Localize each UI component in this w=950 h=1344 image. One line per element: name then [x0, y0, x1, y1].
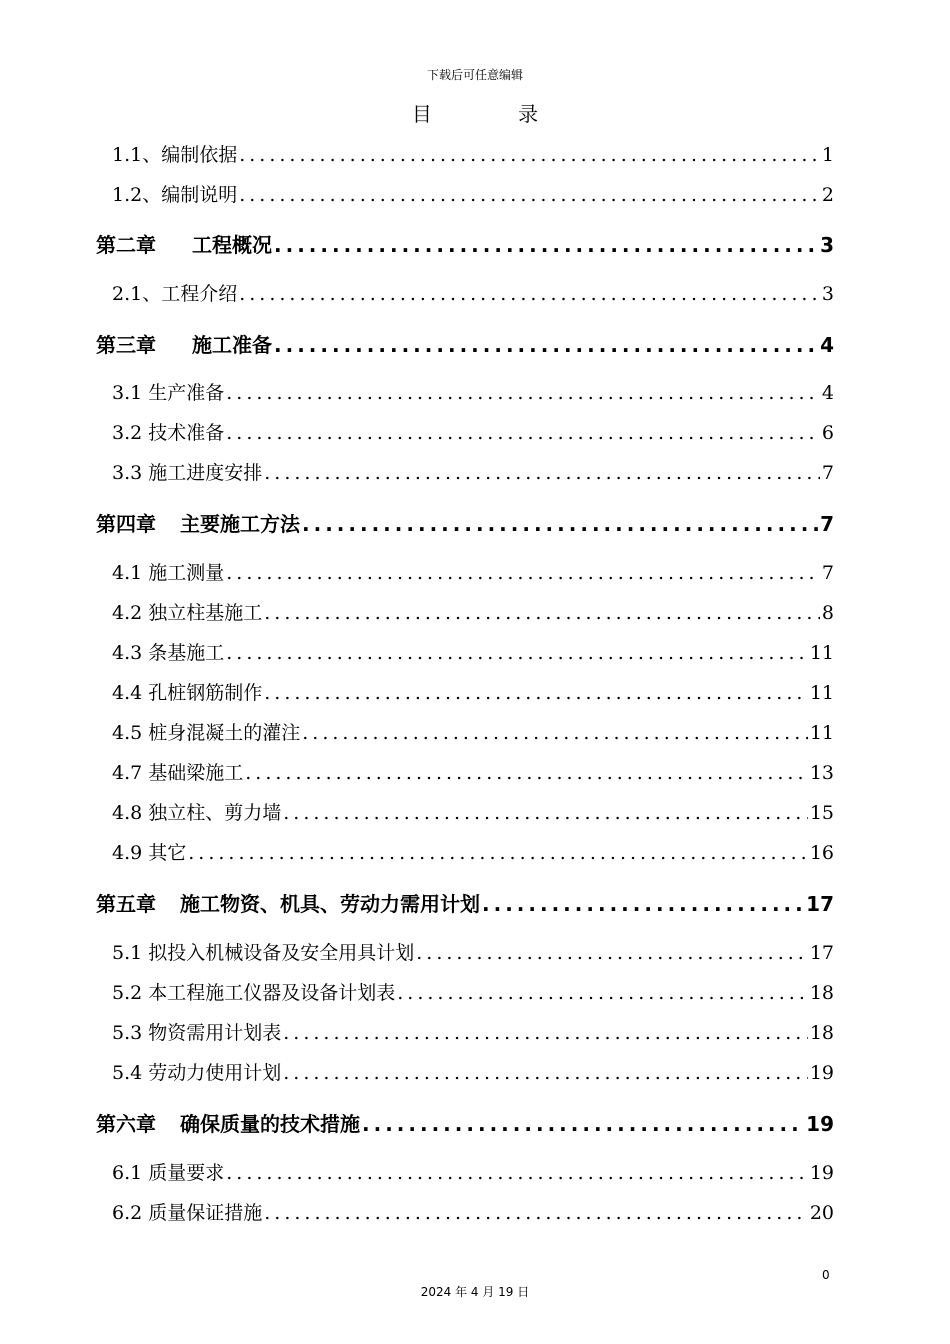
toc-entry[interactable]: [112, 1018, 834, 1045]
toc-chapter-label: [96, 329, 272, 358]
chapter-number: 第四章: [96, 512, 156, 536]
toc-entry[interactable]: [112, 978, 834, 1005]
dot-leader: [283, 1022, 808, 1044]
dot-leader: [264, 682, 808, 704]
toc-entry[interactable]: [112, 838, 834, 865]
toc-chapter-label: [96, 229, 272, 258]
dot-leader: [188, 842, 808, 864]
toc-entry-page: 11: [809, 682, 834, 704]
toc-entry[interactable]: [112, 638, 834, 665]
toc-entry-label: 4.2 独立柱基施工: [112, 602, 263, 624]
toc-entry[interactable]: [112, 378, 834, 405]
toc-entry-label: 2.1、工程介绍: [112, 283, 238, 305]
toc-entry-page: 15: [809, 802, 834, 824]
chapter-title: 施工物资、机具、劳动力需用计划: [180, 892, 480, 916]
toc-entry[interactable]: [112, 180, 834, 207]
chapter-number: 第三章: [96, 333, 156, 357]
toc-entry-label: 6.1 质量要求: [112, 1162, 225, 1184]
toc-entry[interactable]: [112, 1198, 834, 1225]
toc-chapter-page: 19: [806, 1112, 834, 1136]
toc-chapter-page: 7: [820, 512, 834, 536]
toc-entry[interactable]: [112, 279, 834, 306]
toc-entry-label: 3.1 生产准备: [112, 382, 225, 404]
toc-entry-label: 3.2 技术准备: [112, 422, 225, 444]
toc-entry-label: 4.7 基础梁施工: [112, 762, 244, 784]
dot-leader: [239, 184, 820, 206]
dot-leader: [274, 333, 818, 357]
header-note: 下载后可任意编辑: [426, 68, 523, 82]
dot-leader: [283, 1062, 808, 1084]
toc-entry-page: 11: [809, 722, 834, 744]
toc-entry-page: 7: [821, 562, 834, 584]
chapter-number: 第六章: [96, 1112, 156, 1136]
dot-leader: [239, 144, 820, 166]
toc-entry-page: 16: [809, 842, 834, 864]
toc-entry-page: 18: [809, 1022, 834, 1044]
toc-entry-page: 8: [821, 602, 834, 624]
toc-entry[interactable]: [112, 718, 834, 745]
toc-entry[interactable]: [112, 678, 834, 705]
toc-chapter[interactable]: [96, 229, 834, 258]
chapter-number: 第五章: [96, 892, 156, 916]
dot-leader: [416, 942, 808, 964]
toc-entry[interactable]: [112, 758, 834, 785]
toc-entry-page: 19: [809, 1062, 834, 1084]
toc-entry-page: 6: [821, 422, 834, 444]
chapter-title: 确保质量的技术措施: [180, 1112, 360, 1136]
toc-chapter-page: 17: [806, 892, 834, 916]
dot-leader: [226, 422, 820, 444]
chapter-title: 工程概况: [192, 233, 272, 257]
toc-entry-page: 13: [809, 762, 834, 784]
toc-chapter[interactable]: [96, 329, 834, 358]
toc-entry-label: 5.4 劳动力使用计划: [112, 1062, 282, 1084]
toc-entry-label: 4.1 施工测量: [112, 562, 225, 584]
dot-leader: [264, 602, 820, 624]
dot-leader: [482, 892, 804, 916]
chapter-number: 第二章: [96, 233, 156, 257]
dot-leader: [226, 562, 820, 584]
toc-entry-page: 19: [809, 1162, 834, 1184]
toc-entry-label: 4.3 条基施工: [112, 642, 225, 664]
dot-leader: [239, 283, 820, 305]
toc-chapter-label: [96, 888, 480, 917]
toc-entry[interactable]: [112, 938, 834, 965]
toc-entry-label: 4.4 孔桩钢筋制作: [112, 682, 263, 704]
toc-entry-page: 18: [809, 982, 834, 1004]
toc-entry-label: 1.1、编制依据: [112, 144, 238, 166]
chapter-title: 施工准备: [192, 333, 272, 357]
toc-entry-label: 4.8 独立柱、剪力墙: [112, 802, 282, 824]
toc-chapter[interactable]: [96, 888, 834, 917]
toc-entry-label: 4.5 桩身混凝土的灌注: [112, 722, 301, 744]
toc-entry[interactable]: [112, 418, 834, 445]
dot-leader: [226, 382, 820, 404]
dot-leader: [302, 722, 808, 744]
toc-entry-page: 2: [821, 184, 834, 206]
page-number: 0: [822, 1268, 830, 1282]
toc-entry-page: 7: [821, 462, 834, 484]
toc-entry-page: 17: [809, 942, 834, 964]
toc-entry-label: 5.3 物资需用计划表: [112, 1022, 282, 1044]
toc-entry-label: 5.2 本工程施工仪器及设备计划表: [112, 982, 396, 1004]
toc-chapter-page: 4: [820, 333, 834, 357]
toc-entry-label: 3.3 施工进度安排: [112, 462, 263, 484]
toc-entry[interactable]: [112, 798, 834, 825]
toc-entry-label: 4.9 其它: [112, 842, 187, 864]
toc-entry[interactable]: [112, 140, 834, 167]
toc-entry[interactable]: [112, 458, 834, 485]
toc-chapter-label: [96, 508, 300, 537]
toc-entry[interactable]: [112, 558, 834, 585]
dot-leader: [226, 642, 808, 664]
dot-leader: [264, 1202, 808, 1224]
dot-leader: [245, 762, 808, 784]
toc-chapter[interactable]: [96, 508, 834, 537]
toc-chapter[interactable]: [96, 1108, 834, 1137]
toc-entry-page: 1: [821, 144, 834, 166]
toc-chapter-label: [96, 1108, 360, 1137]
dot-leader: [226, 1162, 808, 1184]
toc-entry[interactable]: [112, 598, 834, 625]
dot-leader: [362, 1112, 804, 1136]
toc-chapter-page: 3: [820, 233, 834, 257]
dot-leader: [283, 802, 808, 824]
toc-entry-label: 5.1 拟投入机械设备及安全用具计划: [112, 942, 415, 964]
toc-entry-page: 20: [809, 1202, 834, 1224]
toc-title: 目 录: [411, 102, 579, 126]
toc-entry-page: 3: [821, 283, 834, 305]
toc-entry-page: 11: [809, 642, 834, 664]
dot-leader: [397, 982, 808, 1004]
footer-date: 2024 年 4 月 19 日: [420, 1285, 530, 1299]
toc-entry[interactable]: [112, 1158, 834, 1185]
toc-entry[interactable]: [112, 1058, 834, 1085]
dot-leader: [264, 462, 820, 484]
dot-leader: [302, 512, 818, 536]
chapter-title: 主要施工方法: [180, 512, 300, 536]
toc-entry-label: 1.2、编制说明: [112, 184, 238, 206]
dot-leader: [274, 233, 818, 257]
toc-entry-label: 6.2 质量保证措施: [112, 1202, 263, 1224]
toc-entry-page: 4: [821, 382, 834, 404]
